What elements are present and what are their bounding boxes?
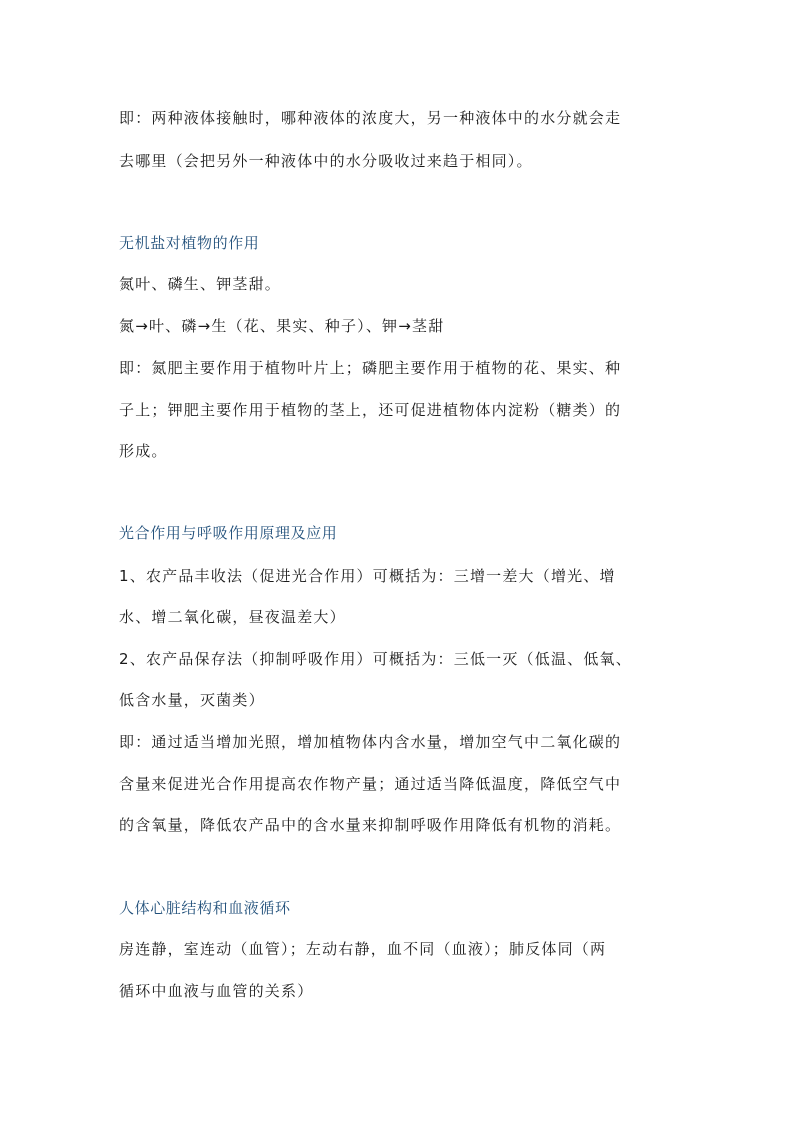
heart-line-1: 房连静，室连动（血管）；左动右静，血不同（血液）；肺反体同（两	[119, 940, 607, 958]
minerals-expanded: 氮→叶、磷→生（花、果实、种子）、钾→茎甜	[119, 317, 445, 335]
photosynthesis-heading: 光合作用与呼吸作用原理及应用	[119, 524, 338, 542]
minerals-explain-line-1: 即：氮肥主要作用于植物叶片上；磷肥主要作用于植物的花、果实、种	[119, 359, 622, 377]
osmosis-line-2: 去哪里（会把另外一种液体中的水分吸收过来趋于相同）。	[119, 152, 533, 170]
photosynthesis-item-1-line-2: 水、增二氧化碳，昼夜温差大）	[119, 608, 346, 626]
photosynthesis-explain-line-2: 含量来促进光合作用提高农作物产量；通过适当降低温度，降低空气中	[119, 775, 622, 793]
photosynthesis-item-2-line-1: 2、农产品保存法（抑制呼吸作用）可概括为：三低一灭（低温、低氧、	[119, 650, 632, 668]
photosynthesis-item-1-line-1: 1、农产品丰收法（促进光合作用）可概括为：三增一差大（增光、增	[119, 567, 616, 585]
photosynthesis-explain-line-3: 的含氧量，降低农产品中的含水量来抑制呼吸作用降低有机物的消耗。	[119, 816, 622, 834]
minerals-mnemonic: 氮叶、磷生、钾茎甜。	[119, 275, 282, 293]
minerals-heading: 无机盐对植物的作用	[119, 234, 260, 252]
heart-line-2: 循环中血液与血管的关系）	[119, 982, 314, 1000]
minerals-explain-line-3: 形成。	[119, 442, 168, 460]
heart-heading: 人体心脏结构和血液循环	[119, 899, 291, 917]
photosynthesis-explain-line-1: 即：通过适当增加光照，增加植物体内含水量，增加空气中二氧化碳的	[119, 733, 622, 751]
photosynthesis-item-2-line-2: 低含水量，灭菌类）	[119, 691, 265, 709]
osmosis-line-1: 即：两种液体接触时，哪种液体的浓度大，另一种液体中的水分就会走	[119, 109, 622, 127]
minerals-explain-line-2: 子上；钾肥主要作用于植物的茎上，还可促进植物体内淀粉（糖类）的	[119, 401, 622, 419]
